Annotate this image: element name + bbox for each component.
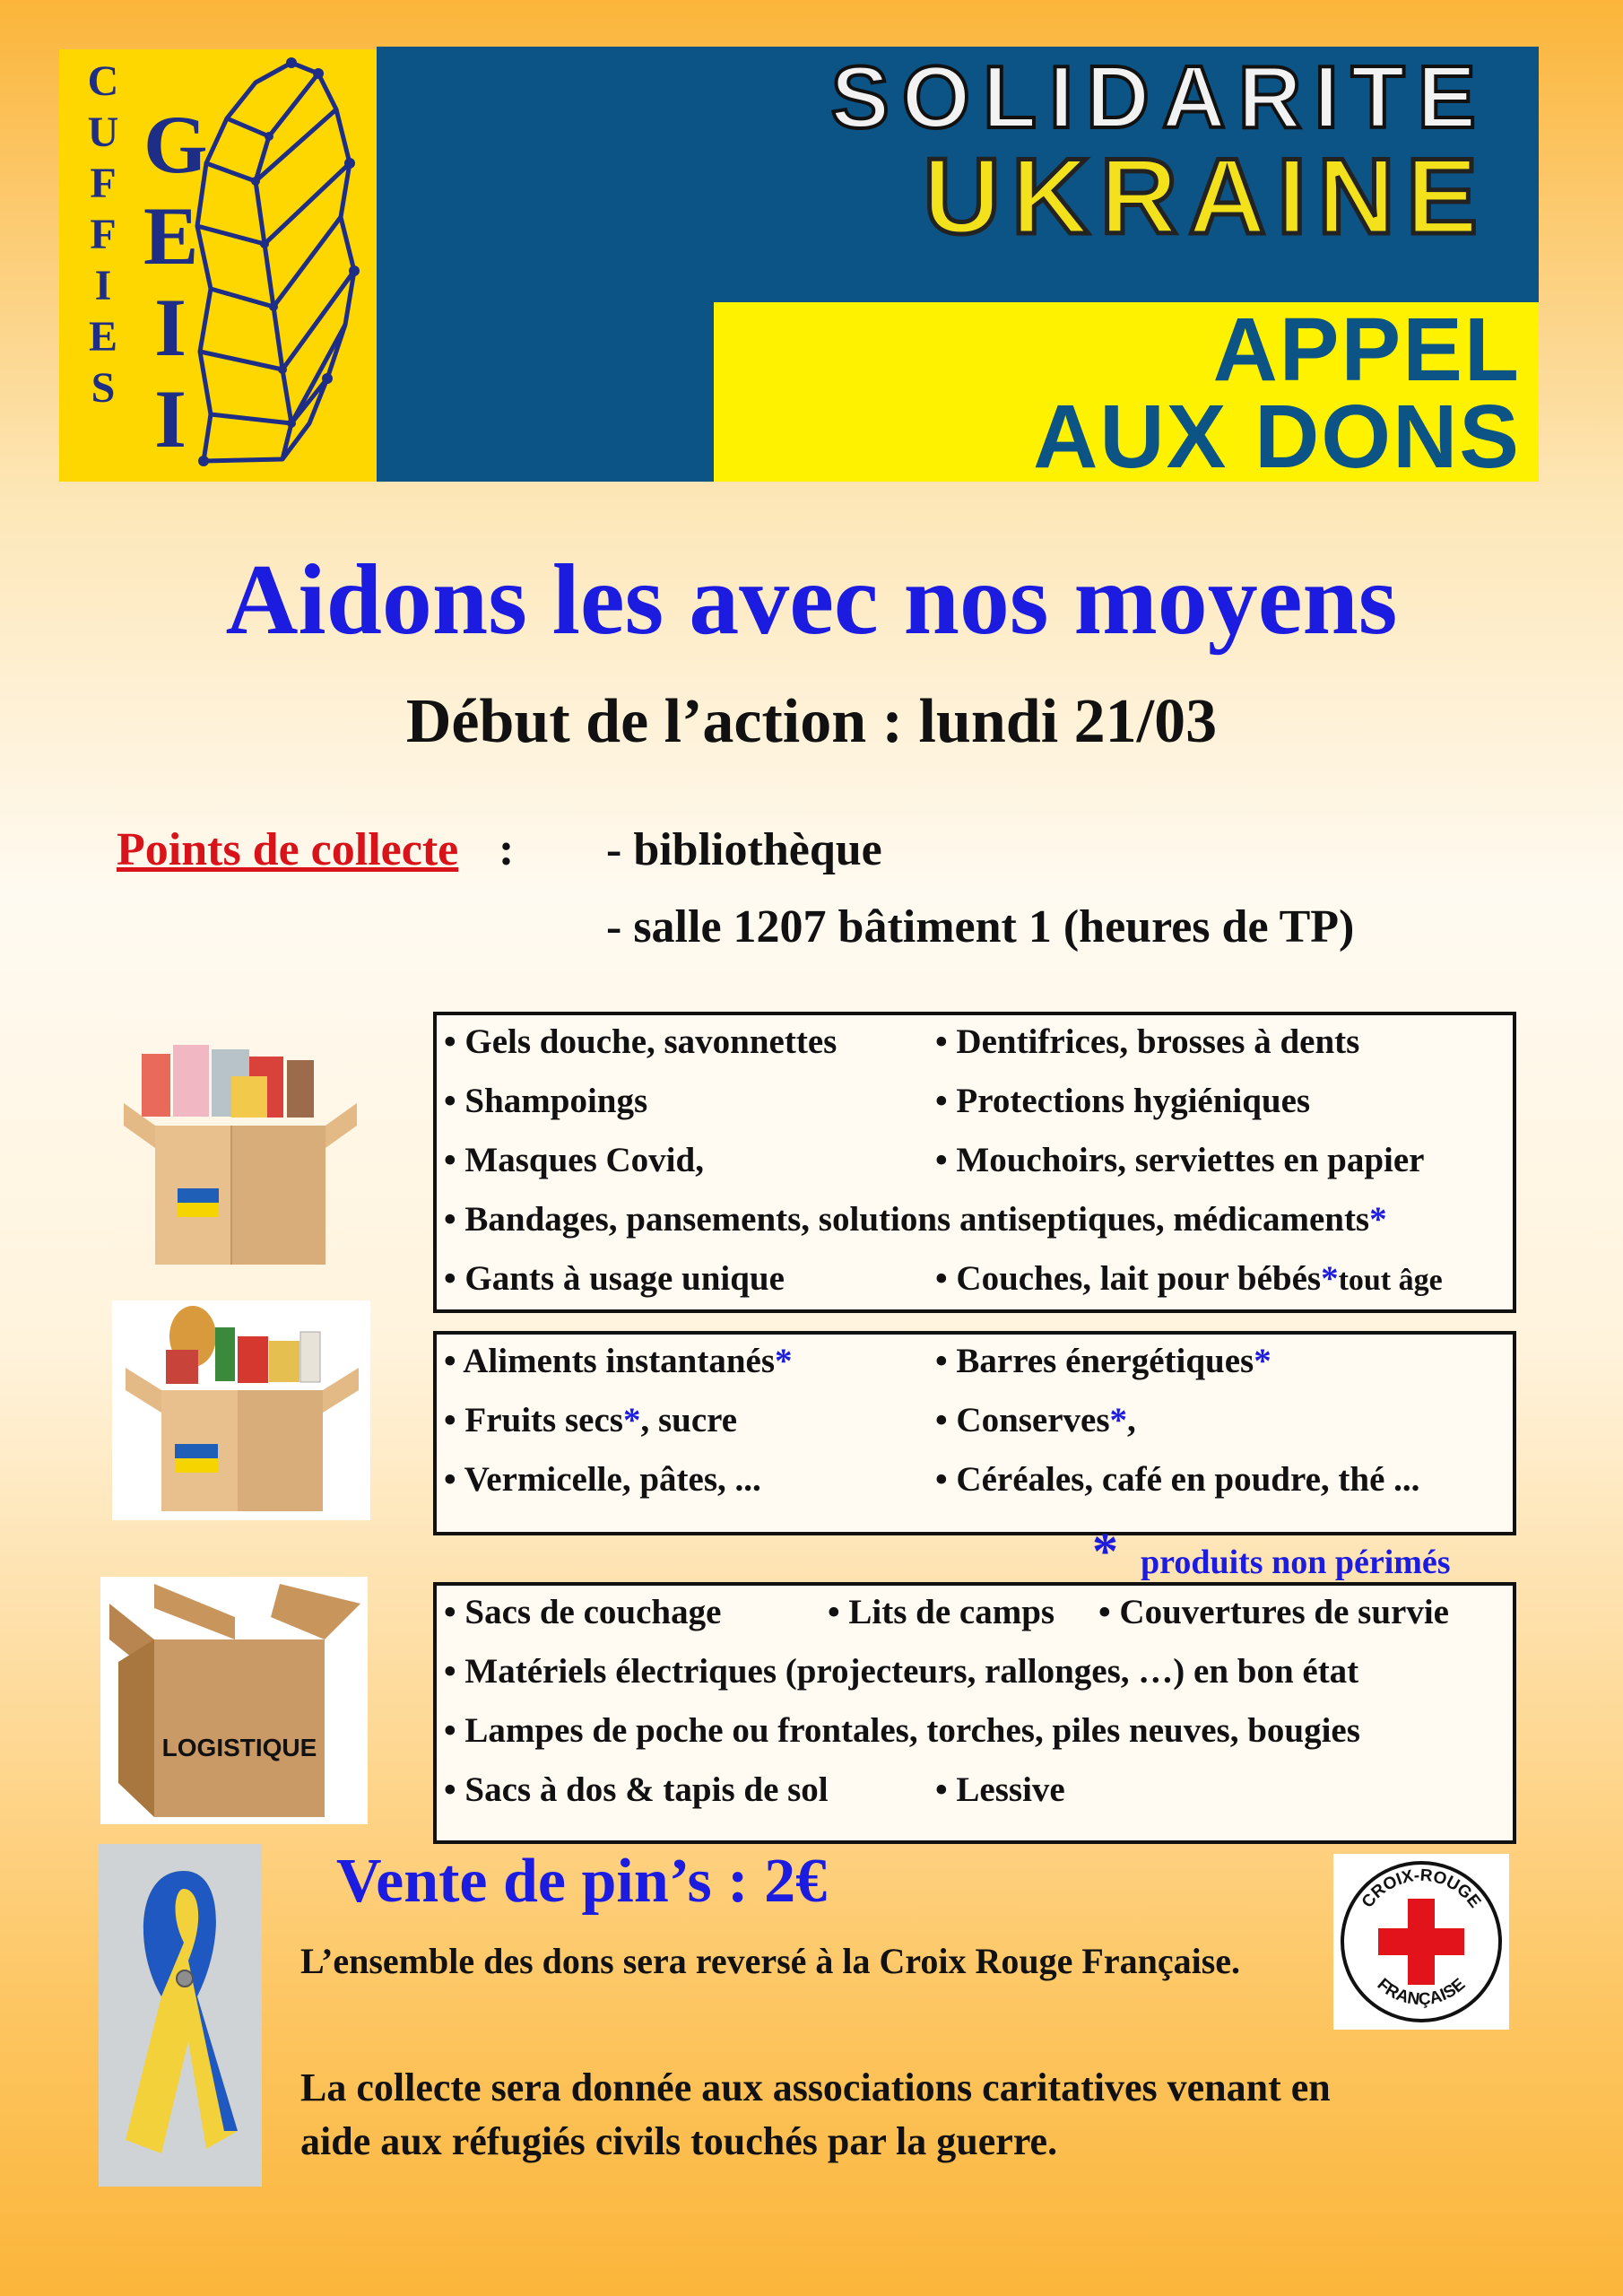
- list-item: • Vermicelle, pâtes, ...: [444, 1460, 761, 1499]
- list-item: • Masques Covid,: [444, 1141, 704, 1179]
- list-item: • Couches, lait pour bébés*tout âge: [935, 1259, 1443, 1298]
- list-item: • Protections hygiéniques: [935, 1082, 1311, 1120]
- svg-text:CROIX-ROUGE: CROIX-ROUGE: [1358, 1866, 1485, 1912]
- logo-geii: G E I I: [143, 99, 208, 465]
- logistics-box-icon: [100, 1577, 368, 1824]
- collecte-statement: La collecte sera donnée aux associations caritatives venant en: [300, 2066, 1331, 2109]
- list-item: • Gants à usage unique: [444, 1259, 785, 1298]
- list-item: • Sacs de couchage: [444, 1593, 722, 1631]
- ukraine-map-icon: [184, 56, 372, 477]
- list-item: • Lampes de poche ou frontales, torches, piles neuves, bougies: [444, 1711, 1360, 1750]
- logistics-box-label: LOGISTIQUE: [161, 1734, 317, 1761]
- svg-text:FRANÇAISE: FRANÇAISE: [1373, 1975, 1470, 2010]
- donation-note: L’ensemble des dons sera reversé à la Croix Rouge Française.: [300, 1941, 1241, 1981]
- list-item: • Lits de camps: [828, 1593, 1055, 1631]
- pins-sale: Vente de pin’s : 2€: [336, 1847, 828, 1916]
- list-item: • Sacs à dos & tapis de sol: [444, 1770, 829, 1809]
- ukraine-ribbon-icon: [99, 1844, 262, 2187]
- note-text: produits non périmés: [1141, 1544, 1451, 1581]
- collection-points-label: Points de collecte: [117, 824, 459, 875]
- list-item: • Dentifrices, brosses à dents: [935, 1022, 1360, 1061]
- appeal-line-2: AUX DONS: [1033, 387, 1521, 487]
- list-item: • Bandages, pansements, solutions antiseptiques, médicaments*: [444, 1200, 1387, 1239]
- list-item: • Barres énergétiques*: [935, 1342, 1271, 1380]
- banner-ukraine: UKRAINE: [923, 136, 1488, 257]
- list-item: • Shampoings: [444, 1082, 648, 1120]
- food-list: [433, 1331, 1516, 1535]
- page-title: Aidons les avec nos moyens: [225, 544, 1398, 656]
- list-item: • Lessive: [935, 1770, 1065, 1809]
- list-item: • Gels douche, savonnettes: [444, 1022, 838, 1061]
- hygiene-list: [433, 1012, 1516, 1313]
- list-item: • Aliments instantanés*: [444, 1342, 793, 1380]
- list-item: • Mouchoirs, serviettes en papier: [935, 1141, 1425, 1179]
- collection-point: - bibliothèque: [606, 824, 882, 875]
- croix-rouge-logo: [1333, 1854, 1509, 2030]
- list-item: • Céréales, café en poudre, thé ...: [935, 1460, 1420, 1499]
- collection-point: - salle 1207 bâtiment 1 (heures de TP): [606, 901, 1355, 952]
- collecte-statement: aide aux réfugiés civils touchés par la guerre.: [300, 2119, 1058, 2163]
- list-item: • Matériels électriques (projecteurs, rallonges, …) en bon état: [444, 1652, 1359, 1691]
- food-box-icon: [112, 1300, 370, 1520]
- hygiene-box-icon: [115, 1040, 366, 1274]
- banner-solidarite: SOLIDARITE: [830, 48, 1488, 146]
- logistics-list: [433, 1582, 1516, 1844]
- start-date: Début de l’action : lundi 21/03: [405, 687, 1218, 756]
- logo-cuffies: C U F F I E S: [87, 57, 119, 412]
- collection-points-colon: :: [499, 824, 515, 875]
- note-star: *: [1092, 1522, 1118, 1580]
- list-item: • Conserves*,: [935, 1401, 1136, 1439]
- appeal-line-1: APPEL: [1212, 300, 1521, 400]
- list-item: • Couvertures de survie: [1098, 1593, 1449, 1631]
- list-item: • Fruits secs*, sucre: [444, 1401, 738, 1439]
